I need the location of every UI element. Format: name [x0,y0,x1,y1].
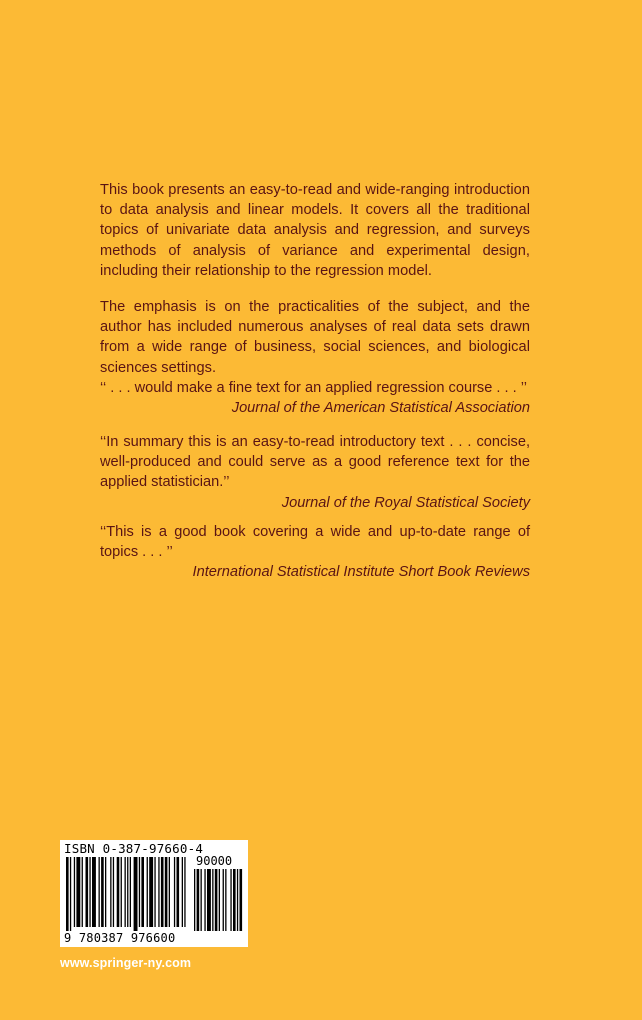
publisher-website: www.springer-ny.com [60,956,192,970]
review-quote-text: ‘‘ . . . would make a fine text for an applied regression course . . . ’’ [100,380,527,396]
description [100,180,530,378]
barcode-bar [101,857,104,927]
barcode-bar [92,857,96,927]
addon-bar [223,869,224,931]
review-quote-text: ‘‘This is a good book covering a wide and up-to-date range of topics . . . ’’ [100,524,530,561]
barcode-bar [113,857,114,927]
addon-bar [219,869,220,931]
barcode-bar [82,857,83,927]
addon-bar [207,869,211,931]
barcode-bar [165,857,168,927]
addon-bar [225,869,226,931]
review-source: Journal of the Royal Statistical Society [281,494,530,511]
addon-bar [201,869,202,931]
addon-bar [230,869,231,931]
barcode-bar [70,857,71,931]
isbn-number: ISBN 0-387-97660-4 [64,841,204,856]
addon-bar [197,869,200,931]
barcode-bar [74,857,75,927]
barcode-bar [141,857,144,927]
addon-bar [240,869,243,931]
review-quote-text: ‘‘In summary this is an easy-to-read introductory text . . . concise, well-produced and could serve as a good reference text for the applied statistician.’’ [100,434,530,491]
addon-bar [212,869,213,931]
price-addon-code: 90000 [196,854,233,868]
barcode-bar [117,857,120,927]
review-source: Journal of the American Statistical Association [231,400,530,417]
addon-bar [237,869,238,931]
barcode-bar [121,857,122,927]
barcode-bar [177,857,180,927]
barcode-bar [158,857,159,927]
barcode-bar [139,857,140,927]
review-quote-2 [100,432,530,513]
barcode-bar [127,857,128,927]
addon-bar [204,869,205,931]
review-quote-1 [100,378,530,418]
barcode-bar [169,857,170,927]
barcode-bar [89,857,90,927]
addon-bar [194,869,195,931]
barcode-bar [182,857,183,927]
barcode-bar [147,857,148,927]
description-paragraph-2: The emphasis is on the practicalities of the subject, and the author has included numerous analyses of real data sets drawn from a wide range of business, social sciences, and biological sciences settings. [100,299,530,376]
barcode-bar [154,857,155,927]
review-quote-3 [100,522,530,583]
description-paragraph-1: This book presents an easy-to-read and wide-ranging introduction to data analysis and linear models. It covers all the traditional topics of univariate data analysis and regression, and surveys methods of analysis of variance and experimental design, including their relationship to the regression model. [100,182,530,279]
barcode-bar [125,857,126,927]
barcode-bar [66,857,69,931]
barcode-bar [105,857,106,927]
barcode-bar [134,857,138,931]
barcode-bar [149,857,153,927]
isbn-barcode [60,840,248,947]
review-source: International Statistical Institute Short Book Reviews [192,564,530,581]
barcode-bar [130,857,131,927]
barcode-bar [76,857,80,927]
barcode-bar [161,857,164,927]
barcode-bar [99,857,100,927]
addon-bar [233,869,236,931]
barcode-bar [184,857,185,927]
addon-bar [215,869,218,931]
barcode-bar [86,857,89,927]
barcode-bar [110,857,111,927]
ean-number: 9 780387 976600 [64,931,176,945]
barcode-bar [174,857,175,927]
